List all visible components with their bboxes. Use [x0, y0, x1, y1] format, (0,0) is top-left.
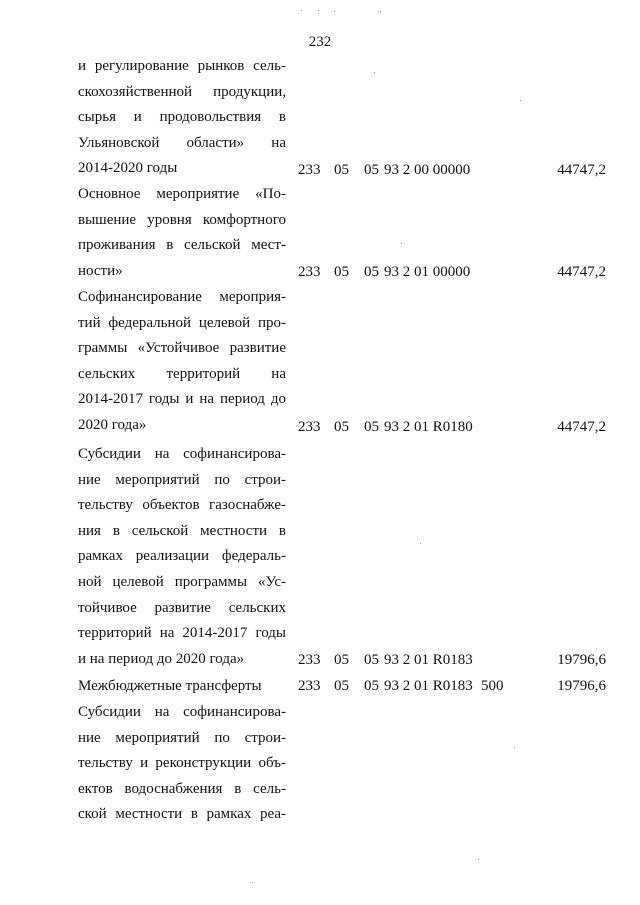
code-csr: 93 2 00 00000 — [384, 162, 471, 178]
code-rz: 05 — [334, 162, 349, 178]
page-number: 232 — [308, 34, 332, 50]
name-line: ской местности в рамках реа- — [78, 806, 286, 823]
row-sum: 19796,6 — [557, 652, 606, 668]
row-sum: 19796,6 — [557, 678, 606, 694]
name-line: ние мероприятий по строи- — [78, 471, 286, 488]
code-ved: 233 — [298, 264, 321, 280]
scan-speck — [301, 10, 302, 11]
code-pr: 05 — [364, 678, 379, 694]
name-line: вышение уровня комфортного — [78, 211, 286, 228]
name-line: сельских территорий на — [78, 365, 286, 382]
name-line: территорий на 2014-2017 годы — [78, 625, 286, 642]
scan-speck — [478, 859, 479, 860]
code-pr: 05 — [364, 264, 379, 280]
code-csr: 93 2 01 R0183 — [384, 652, 473, 668]
name-line: 2014-2020 годы — [78, 160, 178, 177]
code-ved: 233 — [298, 652, 321, 668]
scan-speck — [318, 10, 319, 11]
code-rz: 05 — [334, 652, 349, 668]
code-pr: 05 — [364, 419, 379, 435]
name-line: ности» — [78, 262, 123, 279]
name-line: ектов водоснабжения в сель- — [78, 780, 286, 797]
code-csr: 93 2 01 R0183 — [384, 678, 473, 694]
code-pr: 05 — [364, 652, 379, 668]
name-line: сырья и продовольствия в — [78, 109, 286, 126]
code-csr: 93 2 01 00000 — [384, 264, 471, 280]
scan-speck — [374, 72, 375, 73]
code-vr: 500 — [481, 678, 504, 694]
name-line: тий федеральной целевой про- — [78, 314, 286, 331]
name-line: ния в сельской местности в — [78, 522, 286, 539]
row-sum: 44747,2 — [557, 162, 606, 178]
name-line: 2014-2017 годы и на период до — [78, 391, 286, 408]
code-ved: 233 — [298, 419, 321, 435]
row-name — [78, 54, 286, 182]
scan-speck — [380, 11, 381, 12]
scan-speck — [334, 11, 335, 12]
name-line: граммы «Устойчивое развитие — [78, 340, 286, 357]
scan-speck — [401, 243, 402, 244]
row-name — [78, 700, 286, 828]
scan-speck — [520, 100, 521, 101]
row-sum: 44747,2 — [557, 264, 606, 280]
code-rz: 05 — [334, 419, 349, 435]
row-name — [78, 674, 286, 700]
name-line: Основное мероприятие «По- — [78, 186, 286, 202]
code-ved: 233 — [298, 678, 321, 694]
name-line: Межбюджетные трансферты — [78, 678, 262, 694]
code-rz: 05 — [334, 264, 349, 280]
name-line: тойчивое развитие сельских — [78, 599, 286, 616]
code-ved: 233 — [298, 162, 321, 178]
row-name — [78, 442, 286, 672]
name-line: проживания в сельской мест- — [78, 237, 286, 254]
row-sum: 44747,2 — [557, 419, 606, 435]
name-line: 2020 года» — [78, 416, 147, 433]
name-line: и на период до 2020 года» — [78, 650, 245, 667]
scan-speck — [252, 882, 253, 883]
code-pr: 05 — [364, 162, 379, 178]
name-line: рамках реализации федераль- — [78, 548, 286, 565]
name-line: ной целевой программы «Ус- — [78, 573, 286, 590]
name-line: скохозяйственной продукции, — [78, 83, 286, 100]
name-line: Субсидии на софинансирова- — [78, 446, 286, 462]
name-line: ние мероприятий по строи- — [78, 729, 286, 746]
name-line: тельству объектов газоснабже- — [78, 497, 286, 514]
code-rz: 05 — [334, 678, 349, 694]
row-name — [78, 285, 286, 439]
name-line: тельству и реконструкции объ- — [78, 755, 286, 772]
scan-speck — [420, 543, 421, 544]
name-line: Софинансирование мероприя- — [78, 289, 286, 305]
row-name — [78, 182, 286, 284]
name-line: и регулирование рынков сель- — [78, 58, 286, 74]
name-line: Ульяновской области» на — [78, 134, 286, 151]
code-csr: 93 2 01 R0180 — [384, 419, 473, 435]
name-line: Субсидии на софинансирова- — [78, 704, 286, 720]
scan-speck — [514, 747, 515, 748]
